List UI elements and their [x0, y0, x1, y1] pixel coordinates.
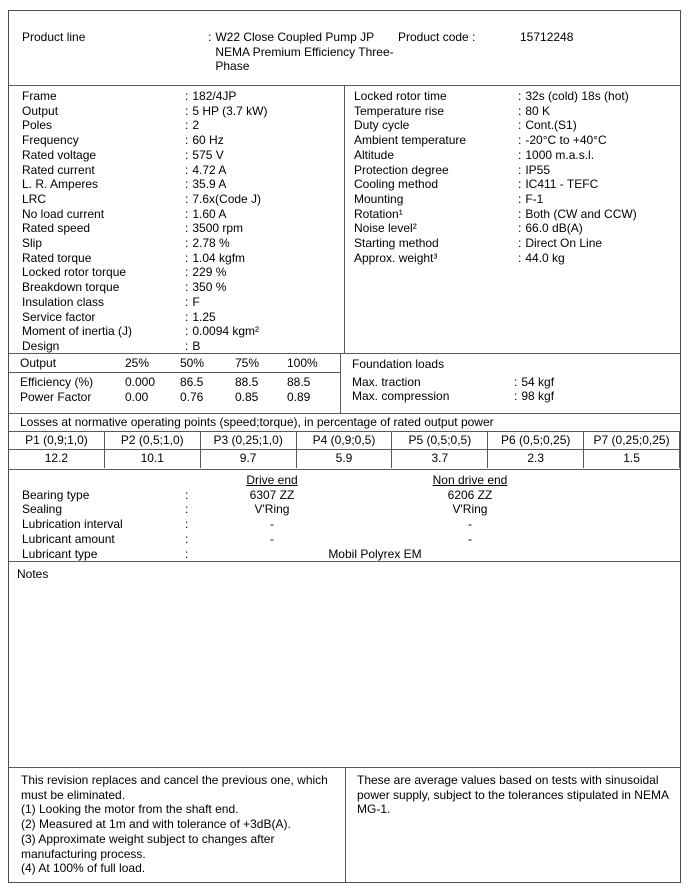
bearing-drive-value: - — [270, 517, 274, 532]
colon-separator: : — [185, 338, 189, 353]
spec-value: 1.60 A — [192, 206, 227, 221]
spec-row — [345, 133, 680, 148]
drive-end-label: Drive end — [246, 473, 298, 487]
footnote-2: (2) Measured at 1m and with tolerance of +3dB(A). — [21, 817, 291, 832]
losses-header-cell: P1 (0,9;1,0) — [9, 432, 105, 449]
colon-separator: : — [518, 221, 522, 236]
spec-value: 1000 m.a.s.l. — [525, 147, 595, 162]
foundation-row — [341, 389, 680, 404]
colon-separator: : — [518, 89, 522, 103]
colon-separator: : — [518, 191, 522, 206]
colon-separator: : — [185, 309, 189, 324]
colon-separator: : — [185, 162, 189, 177]
colon-separator: : — [518, 103, 522, 118]
spec-value: 1.04 kgfm — [192, 250, 246, 265]
spec-value: 3500 rpm — [192, 221, 244, 236]
losses-value-cell: 10.1 — [105, 450, 201, 468]
spec-label: Mounting — [354, 191, 404, 206]
spec-value: IP55 — [525, 162, 551, 177]
max-compression-label: Max. compression — [352, 389, 450, 404]
foundation-title: Foundation loads — [352, 357, 445, 371]
product-line-label: Product line — [22, 30, 86, 44]
spec-value: 575 V — [192, 147, 224, 162]
spec-label: Rated voltage — [22, 147, 97, 162]
product-line-value-group — [208, 30, 407, 74]
bearing-row-label: Sealing — [22, 502, 63, 517]
foundation-row — [341, 375, 680, 390]
bearing-row-spacer — [601, 502, 680, 517]
spec-row — [9, 133, 344, 148]
bearings-header-row — [9, 473, 680, 488]
spec-value: F-1 — [525, 191, 544, 206]
spec-value: 66.0 dB(A) — [525, 221, 583, 236]
spec-value: 5 HP (3.7 kW) — [192, 103, 268, 118]
colon-separator: : — [185, 265, 189, 280]
footer-revision-block — [9, 768, 345, 882]
spec-label: Cooling method — [354, 177, 439, 192]
lubricant-type-label: Lubricant type — [22, 546, 98, 561]
colon-separator: : — [518, 206, 522, 221]
spec-row — [345, 163, 680, 178]
spec-row — [345, 251, 680, 266]
notes-title: Notes — [17, 567, 49, 581]
bearings-header-spacer — [185, 473, 205, 488]
spec-value-group — [518, 251, 565, 266]
spec-label: Rotation¹ — [354, 206, 403, 221]
colon-separator: : — [518, 147, 522, 162]
bearing-row-spacer — [601, 517, 680, 532]
bearing-row — [9, 532, 680, 547]
footnote-1: (1) Looking the motor from the shaft end. — [21, 802, 239, 817]
spec-label: Service factor — [22, 309, 96, 324]
spec-value-group — [518, 163, 550, 178]
losses-value-cell: 2.3 — [488, 450, 584, 468]
max-compression-value: 98 kgf — [521, 389, 555, 404]
bearing-nondrive-value: V'Ring — [452, 502, 488, 517]
losses-values-row — [9, 450, 680, 468]
efficiency-50: 86.5 — [180, 375, 204, 389]
colon-separator: : — [208, 30, 212, 44]
power-factor-50: 0.76 — [180, 389, 204, 404]
colon-separator: : — [185, 147, 189, 162]
spec-value: 80 K — [525, 103, 551, 118]
footer-tolerance-text: These are average values based on tests with sinusoidal power supply, subject to the tolerances stipulated in NEMA MG-1. — [357, 773, 669, 817]
power-factor-25: 0.00 — [125, 389, 149, 404]
spec-value: 60 Hz — [192, 133, 224, 148]
losses-section — [9, 413, 680, 469]
losses-header-cell: P7 (0,25;0,25) — [584, 432, 680, 449]
spec-label: Temperature rise — [354, 103, 445, 118]
colon-separator: : — [518, 162, 522, 177]
spec-label: Frequency — [22, 133, 79, 148]
spec-row — [9, 310, 344, 325]
spec-row — [9, 295, 344, 310]
specs-right-column — [344, 86, 680, 353]
spec-value: 32s (cold) 18s (hot) — [525, 89, 629, 103]
colon-separator: : — [185, 118, 189, 133]
output-table-header — [9, 354, 340, 373]
spec-label: Starting method — [354, 236, 439, 251]
footnote-4: (4) At 100% of full load. — [21, 861, 146, 876]
product-line-value: W22 Close Coupled Pump JP NEMA Premium Efficiency Three-Phase — [215, 30, 394, 74]
colon-separator: : — [185, 517, 189, 532]
spec-label: Poles — [22, 118, 53, 133]
spec-row — [9, 265, 344, 280]
spec-value-group — [185, 104, 267, 119]
losses-header-cell: P3 (0,25;1,0) — [201, 432, 297, 449]
spec-value: 350 % — [192, 280, 227, 295]
spec-label: No load current — [22, 206, 105, 221]
output-table — [9, 354, 341, 413]
efficiency-100: 88.5 — [287, 375, 311, 389]
colon-separator: : — [185, 206, 189, 221]
spec-row — [9, 236, 344, 251]
efficiency-label: Efficiency (%) — [20, 375, 94, 389]
colon-separator: : — [518, 236, 522, 251]
spec-row — [9, 104, 344, 119]
power-factor-row — [9, 390, 340, 405]
bearing-row — [9, 517, 680, 532]
spec-value-group — [185, 295, 200, 310]
spec-value-group — [185, 251, 245, 266]
colon-separator: : — [185, 502, 189, 517]
spec-value-group — [185, 133, 224, 148]
efficiency-row — [9, 375, 340, 390]
colon-separator: : — [514, 389, 518, 404]
power-factor-label: Power Factor — [20, 389, 92, 404]
losses-value-cell: 1.5 — [584, 450, 680, 468]
spec-row — [345, 118, 680, 133]
losses-header-cell: P5 (0,5;0,5) — [392, 432, 488, 449]
footer-tolerance-block — [345, 768, 680, 882]
spec-label: LRC — [22, 191, 47, 206]
efficiency-75: 88.5 — [235, 375, 259, 389]
spec-row — [9, 324, 344, 339]
spec-row — [345, 89, 680, 104]
losses-header-cell: P4 (0,9;0,5) — [297, 432, 393, 449]
foundation-value-group — [514, 389, 554, 404]
drive-end-header — [205, 473, 339, 488]
spec-label: Locked rotor torque — [22, 265, 127, 280]
spec-value-group — [185, 324, 259, 339]
spec-value-group — [518, 89, 629, 104]
spec-label: Output — [22, 103, 59, 118]
spec-value-group — [185, 207, 226, 222]
max-traction-label: Max. traction — [352, 374, 421, 389]
output-header-100: 100% — [287, 356, 318, 370]
lubricant-row-spacer — [545, 547, 680, 562]
spec-value: Direct On Line — [525, 236, 603, 251]
spec-label: Approx. weight³ — [354, 250, 438, 265]
specs-left-column — [9, 86, 344, 353]
power-factor-100: 0.89 — [287, 389, 311, 404]
foundation-value-group — [514, 375, 554, 390]
bearings-section — [9, 469, 680, 561]
colon-separator: : — [185, 103, 189, 118]
output-header-label: Output — [20, 356, 57, 370]
bearing-row — [9, 502, 680, 517]
bearing-nondrive-value: 6206 ZZ — [447, 487, 493, 502]
spec-row — [345, 221, 680, 236]
spec-value-group — [185, 265, 226, 280]
lubricant-type-row — [9, 547, 680, 562]
spec-label: Duty cycle — [354, 118, 410, 133]
spec-label: Breakdown torque — [22, 280, 120, 295]
bearings-header-spacer — [9, 473, 185, 488]
spec-row — [345, 148, 680, 163]
output-header-50: 50% — [180, 356, 205, 370]
bearing-nondrive-value: - — [468, 517, 472, 532]
spec-row — [9, 251, 344, 266]
spec-value-group — [518, 118, 577, 133]
spec-value: 182/4JP — [192, 89, 237, 103]
spec-value-group — [518, 133, 607, 148]
losses-value-cell: 3.7 — [392, 450, 488, 468]
losses-header-cell: P2 (0,5;1,0) — [105, 432, 201, 449]
spec-value: Cont.(S1) — [525, 118, 577, 133]
spec-value-group — [185, 177, 226, 192]
spec-value: Both (CW and CCW) — [525, 206, 637, 221]
spec-row — [9, 89, 344, 104]
spec-label: Rated speed — [22, 221, 91, 236]
spec-value-group — [185, 310, 216, 325]
footer-section — [9, 767, 680, 882]
footnote-3: (3) Approximate weight subject to changes after manufacturing process. — [21, 831, 275, 861]
spec-label: Noise level² — [354, 221, 417, 236]
bearing-drive-value: 6307 ZZ — [249, 487, 295, 502]
colon-separator: : — [185, 487, 189, 502]
colon-separator: : — [185, 191, 189, 206]
spec-label: Locked rotor time — [354, 89, 447, 103]
power-factor-75: 0.85 — [235, 389, 259, 404]
spec-label: Frame — [22, 89, 57, 103]
spec-label: Protection degree — [354, 162, 449, 177]
efficiency-25: 0.000 — [125, 375, 156, 389]
spec-row — [345, 104, 680, 119]
spec-value-group — [518, 207, 637, 222]
colon-separator: : — [185, 546, 189, 561]
spec-value: 7.6x(Code J) — [192, 191, 262, 206]
non-drive-end-header — [339, 473, 601, 488]
spec-row — [9, 280, 344, 295]
header-section — [9, 11, 680, 85]
spec-value-group — [185, 148, 224, 163]
spec-value: 2 — [192, 118, 200, 133]
colon-separator: : — [185, 133, 189, 148]
spec-value: F — [192, 294, 200, 309]
colon-separator: : — [185, 236, 189, 251]
spec-row — [9, 118, 344, 133]
spec-value-group — [185, 89, 236, 104]
spec-row — [345, 177, 680, 192]
spec-value-group — [518, 236, 602, 251]
notes-section — [9, 561, 680, 767]
bearing-drive-value: - — [270, 531, 274, 546]
spec-label: Rated current — [22, 162, 95, 177]
colon-separator: : — [518, 133, 522, 148]
spec-value-group — [518, 148, 594, 163]
spec-label: L. R. Amperes — [22, 177, 99, 192]
spec-value: 35.9 A — [192, 177, 227, 192]
spec-label: Design — [22, 338, 60, 353]
spec-value-group — [185, 339, 200, 354]
footer-revision-text: This revision replaces and cancel the previous one, which must be eliminated. — [21, 773, 328, 802]
spec-value: 2.78 % — [192, 236, 230, 251]
spec-label: Altitude — [354, 147, 395, 162]
spec-value-group — [518, 177, 598, 192]
spec-value: 0.0094 kgm² — [192, 324, 260, 339]
spec-value-group — [518, 192, 543, 207]
output-header-25: 25% — [125, 356, 150, 370]
spec-value: 229 % — [192, 265, 227, 280]
colon-separator: : — [185, 89, 189, 103]
spec-row — [345, 236, 680, 251]
spec-value-group — [518, 221, 583, 236]
bearing-row-label: Lubricant amount — [22, 531, 115, 546]
colon-separator: : — [185, 280, 189, 295]
spec-label: Ambient temperature — [354, 133, 467, 148]
spec-value-group — [185, 221, 243, 236]
bearing-row — [9, 488, 680, 503]
spec-value-group — [518, 104, 550, 119]
spec-value-group — [185, 118, 199, 133]
product-code-label: Product code : — [398, 30, 476, 44]
bearing-row-spacer — [601, 532, 680, 547]
spec-value: -20°C to +40°C — [525, 133, 607, 148]
lubricant-type-value: Mobil Polyrex EM — [328, 546, 422, 561]
spec-label: Slip — [22, 236, 43, 251]
bearings-header-spacer — [601, 473, 680, 488]
colon-separator: : — [185, 294, 189, 309]
non-drive-end-label: Non drive end — [432, 473, 508, 487]
colon-separator: : — [185, 250, 189, 265]
output-header-75: 75% — [235, 356, 260, 370]
max-traction-value: 54 kgf — [521, 374, 555, 389]
spec-value: 1.25 — [192, 309, 216, 324]
spec-row — [9, 207, 344, 222]
spec-label: Moment of inertia (J) — [22, 324, 133, 339]
colon-separator: : — [185, 221, 189, 236]
colon-separator: : — [518, 177, 522, 192]
bearing-row-label: Lubrication interval — [22, 517, 123, 532]
spec-value: IC411 - TEFC — [525, 177, 599, 192]
bearing-nondrive-value: - — [468, 531, 472, 546]
spec-label: Rated torque — [22, 250, 92, 265]
spec-value: 44.0 kg — [525, 250, 565, 265]
spec-row — [9, 192, 344, 207]
spec-value: B — [192, 338, 201, 353]
spec-row — [9, 221, 344, 236]
spec-value-group — [185, 236, 230, 251]
colon-separator: : — [185, 177, 189, 192]
colon-separator: : — [514, 374, 518, 389]
datasheet-page — [8, 10, 681, 883]
spec-value-group — [185, 163, 226, 178]
spec-value-group — [185, 280, 226, 295]
losses-header-row — [9, 432, 680, 450]
spec-value: 4.72 A — [192, 162, 227, 177]
spec-row — [345, 192, 680, 207]
losses-value-cell: 5.9 — [297, 450, 393, 468]
spec-row — [345, 207, 680, 222]
spec-label: Insulation class — [22, 294, 105, 309]
output-foundation-section — [9, 353, 680, 413]
specs-section — [9, 85, 680, 353]
colon-separator: : — [185, 324, 189, 339]
colon-separator: : — [185, 531, 189, 546]
bearing-drive-value: V'Ring — [254, 502, 290, 517]
colon-separator: : — [518, 250, 522, 265]
losses-header-cell: P6 (0,5;0,25) — [488, 432, 584, 449]
losses-value-cell: 12.2 — [9, 450, 105, 468]
spec-row — [9, 163, 344, 178]
spec-row — [9, 339, 344, 354]
spec-row — [9, 148, 344, 163]
losses-value-cell: 9.7 — [201, 450, 297, 468]
bearing-row-spacer — [601, 488, 680, 503]
foundation-loads — [341, 354, 680, 413]
spec-row — [9, 177, 344, 192]
losses-title: Losses at normative operating points (speed;torque), in percentage of rated output power — [9, 414, 680, 432]
colon-separator: : — [518, 118, 522, 133]
spec-value-group — [185, 192, 261, 207]
bearing-row-label: Bearing type — [22, 487, 90, 502]
product-code-value: 15712248 — [520, 30, 574, 44]
